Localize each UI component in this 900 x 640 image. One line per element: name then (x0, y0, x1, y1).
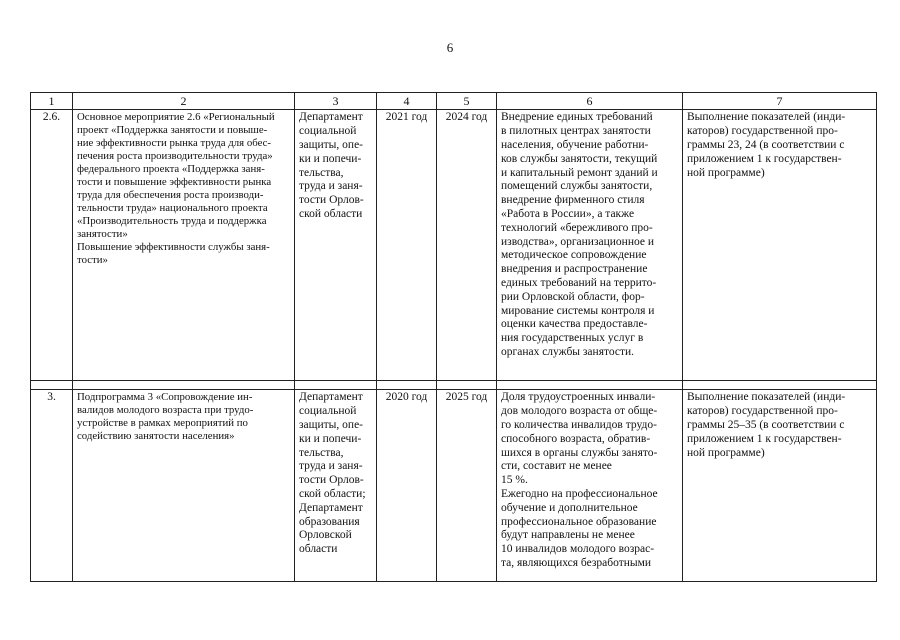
row-spacer (31, 381, 877, 390)
cell-text-line: ние эффективности рынка труда для обес- (77, 137, 272, 150)
cell-text-line: граммы 25–35 (в соответствии с (687, 418, 845, 431)
column-header: 2 (73, 93, 295, 110)
start-year: 2021 год (377, 110, 437, 381)
cell-text-line: го количества инвалидов трудо- (501, 418, 657, 431)
cell-text-line: помещений службы занятости, (501, 180, 653, 193)
cell-text-line: населения, обучение работни- (501, 138, 649, 151)
cell-text-line: Основное мероприятие 2.6 «Региональный (77, 111, 275, 124)
table-row (31, 110, 877, 381)
cell-text-line: проект «Поддержка занятости и повыше- (77, 124, 268, 137)
cell-text-line: и капитальный ремонт зданий и (501, 166, 658, 179)
indicator-link (683, 390, 877, 582)
cell-text-line: изводства», организационное и (501, 235, 654, 248)
cell-text-line: мирование системы контроля и (501, 304, 655, 317)
page-number: 6 (446, 40, 454, 55)
cell-text-line: в пилотных центрах занятости (501, 125, 651, 138)
activity-description (73, 110, 295, 381)
cell-text-line: труда и заня- (299, 180, 363, 193)
cell-text-line: будут направлены не менее (501, 529, 635, 542)
cell-text-line: тельности труда» национального проекта (77, 202, 268, 215)
cell-text-line: труда и заня- (299, 460, 363, 473)
cell-text-line: приложением 1 к государствен- (687, 432, 842, 445)
cell-text-line: Орловской (299, 529, 352, 542)
column-header: 4 (377, 93, 437, 110)
cell-text-line: 10 инвалидов молодого возрас- (501, 543, 655, 556)
cell-text-line: граммы 23, 24 (в соответствии с (687, 138, 845, 151)
cell-text-line: ной программе) (687, 446, 765, 459)
cell-text-line: профессиональное образование (501, 515, 657, 528)
row-number: 3. (31, 390, 73, 582)
row-number: 2.6. (31, 110, 73, 381)
cell-text-line: социальной (299, 125, 357, 138)
cell-text-line: образования (299, 515, 360, 528)
cell-text-line: «Работа в России», а также (501, 207, 635, 220)
cell-text-line: сти, составит не менее (501, 460, 612, 473)
cell-text-line: защиты, опе- (299, 138, 363, 151)
cell-text-line: тости» (77, 253, 108, 266)
cell-text-line: рии Орловской области, фор- (501, 290, 645, 303)
cell-text-line: органах службы занятости. (501, 345, 635, 358)
cell-text-line: ков службы занятости, текущий (501, 152, 658, 165)
table-row (31, 390, 877, 582)
cell-text-line: занятости» (77, 227, 128, 240)
cell-text-line: валидов молодого возраста при трудо- (77, 404, 254, 417)
program-table (30, 92, 877, 582)
expected-result (497, 110, 683, 381)
cell-text-line: та, являющихся безработными (501, 556, 652, 569)
cell-text-line: каторов) государственной про- (687, 125, 838, 138)
cell-text-line: ской области; (299, 487, 366, 500)
cell-text-line: Департамент (299, 391, 363, 404)
cell-text-line: социальной (299, 405, 357, 418)
cell-text-line: ной программе) (687, 166, 765, 179)
cell-text-line: единых требований на террито- (501, 276, 657, 289)
cell-text-line: «Производительность труда и поддержка (77, 215, 267, 228)
cell-text-line: обучение и дополнительное (501, 501, 638, 514)
cell-text-line: тости Орлов- (299, 194, 364, 207)
expected-result (497, 390, 683, 582)
activity-description (73, 390, 295, 582)
cell-text-line: труда для обеспечения роста производи- (77, 189, 264, 202)
cell-text-line: Доля трудоустроенных инвали- (501, 391, 656, 404)
cell-text-line: технологий «бережливого про- (501, 221, 653, 234)
cell-text-line: Выполнение показателей (инди- (687, 111, 846, 124)
cell-text-line: ской области (299, 207, 363, 220)
cell-text-line: шихся в органы службы занято- (501, 446, 658, 459)
cell-text-line: тости и повышение эффективности рынка (77, 176, 272, 189)
column-header: 1 (31, 93, 73, 110)
cell-text-line: 15 %. (501, 474, 528, 487)
cell-text-line: тости Орлов- (299, 474, 364, 487)
cell-text-line: области (299, 543, 338, 556)
cell-text-line: Внедрение единых требований (501, 111, 653, 124)
cell-text-line: Повышение эффективности службы заня- (77, 240, 270, 253)
cell-text-line: внедрения и распространение (501, 263, 648, 276)
cell-text-line: ки и попечи- (299, 432, 362, 445)
cell-text-line: Ежегодно на профессиональное (501, 487, 658, 500)
responsible-executor (295, 110, 377, 381)
cell-text-line: ки и попечи- (299, 152, 362, 165)
column-header: 6 (497, 93, 683, 110)
cell-text-line: приложением 1 к государствен- (687, 152, 842, 165)
cell-text-line: каторов) государственной про- (687, 405, 838, 418)
table-header-row (31, 93, 877, 110)
cell-text-line: способного возраста, обратив- (501, 432, 651, 445)
cell-text-line: методическое сопровождение (501, 249, 647, 262)
responsible-executor (295, 390, 377, 582)
cell-text-line: ния государственных услуг в (501, 332, 644, 345)
cell-text-line: Департамент (299, 111, 363, 124)
end-year: 2025 год (437, 390, 497, 582)
cell-text-line: Выполнение показателей (инди- (687, 391, 846, 404)
cell-text-line: защиты, опе- (299, 418, 363, 431)
cell-text-line: тельства, (299, 166, 344, 179)
column-header: 7 (683, 93, 877, 110)
cell-text-line: содействию занятости населения» (77, 430, 235, 443)
column-header: 3 (295, 93, 377, 110)
cell-text-line: Подпрограмма 3 «Сопровождение ин- (77, 391, 253, 404)
cell-text-line: оценки качества предоставле- (501, 318, 648, 331)
cell-text-line: устройстве в рамках мероприятий по (77, 417, 248, 430)
end-year: 2024 год (437, 110, 497, 381)
cell-text-line: печения роста производительности труда» (77, 150, 273, 163)
start-year: 2020 год (377, 390, 437, 582)
column-header: 5 (437, 93, 497, 110)
cell-text-line: тельства, (299, 446, 344, 459)
cell-text-line: Департамент (299, 501, 363, 514)
cell-text-line: внедрение фирменного стиля (501, 194, 645, 207)
cell-text-line: федерального проекта «Поддержка заня- (77, 163, 265, 176)
cell-text-line: дов молодого возраста от обще- (501, 405, 658, 418)
indicator-link (683, 110, 877, 381)
